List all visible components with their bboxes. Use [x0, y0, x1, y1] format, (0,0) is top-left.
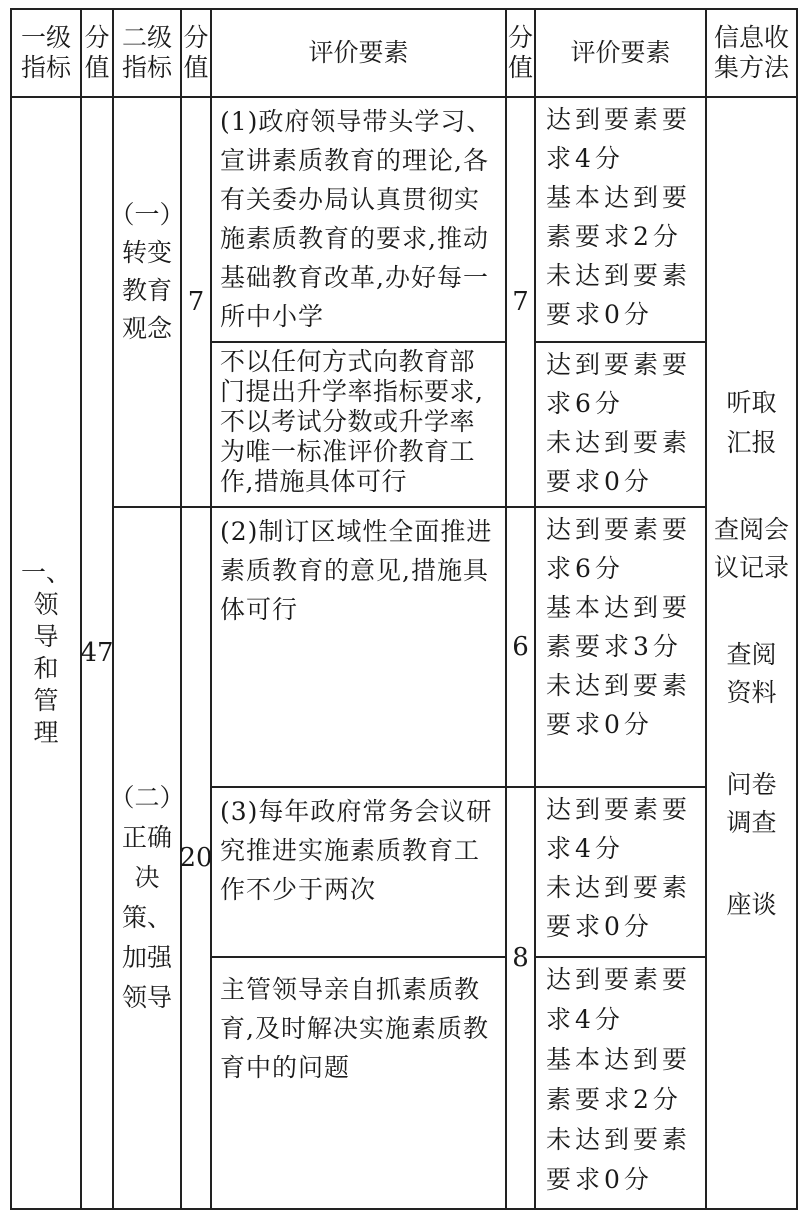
method-text: 座谈 [726, 890, 777, 919]
criteria-line: 达到要素要 [546, 515, 692, 544]
method-text: 问卷 [726, 770, 777, 799]
score-value: 47 [80, 638, 114, 668]
level1-char: 导 [33, 622, 59, 651]
col-line [796, 8, 798, 1210]
header-score3 [507, 10, 534, 96]
element-3-text: (3)每年政府常务会议研究推进实施素质教育工作不少于两次 [220, 797, 493, 904]
header-text: 信息收 [713, 23, 789, 52]
header-text: 分 [183, 23, 209, 52]
level2-text: 加强 [121, 943, 172, 972]
criteria-line: 未达到要素 [546, 1125, 692, 1154]
element-1b-criteria [536, 343, 705, 506]
criteria-line: 求4分 [546, 834, 624, 863]
method-group-2 [707, 511, 796, 587]
score-value: 8 [512, 943, 529, 973]
criteria-line: 未达到要素 [546, 261, 692, 290]
table-border-bottom [10, 1208, 798, 1210]
level2-text: （二） [109, 783, 185, 812]
method-column [707, 98, 796, 1208]
criteria-line: 未达到要素 [546, 428, 692, 457]
level2-text: 教育 [121, 276, 172, 305]
score-value: 6 [512, 632, 529, 662]
method-group-5 [707, 886, 796, 924]
element-1-criteria [536, 98, 705, 341]
level2-text: 决 [134, 863, 160, 892]
header-method [707, 10, 796, 96]
header-text: 二级 [121, 23, 172, 52]
header-element-b [536, 10, 705, 96]
header-text: 指标 [20, 53, 71, 82]
header-score1 [82, 10, 112, 96]
level2-2-label [109, 508, 185, 1208]
method-group-3 [707, 636, 796, 712]
criteria-line: 基本达到要 [546, 593, 692, 622]
criteria-line: 达到要素要 [546, 965, 692, 994]
header-element-a [212, 10, 505, 96]
level2-text: 转变 [121, 238, 172, 267]
criteria-line: 达到要素要 [546, 795, 692, 824]
level1-char: 理 [33, 718, 59, 747]
header-score2 [182, 10, 210, 96]
header-text: 指标 [121, 53, 172, 82]
criteria-line: 素要求2分 [546, 222, 682, 251]
method-text: 议记录 [713, 553, 789, 582]
header-text: 评价要素 [570, 38, 671, 67]
level1-char: 一、 [20, 558, 71, 587]
method-group-4 [707, 766, 796, 842]
criteria-line: 基本达到要 [546, 1045, 692, 1074]
level2-text: 正确 [121, 823, 172, 852]
criteria-line: 求6分 [546, 389, 624, 418]
element-4-criteria [536, 958, 705, 1208]
header-text: 值 [183, 53, 209, 82]
element-1-score [507, 98, 534, 506]
level1-label [12, 98, 80, 1208]
method-text: 汇报 [726, 428, 777, 457]
method-text: 查阅 [726, 640, 777, 669]
element-2-score [507, 508, 534, 786]
level2-1-label [109, 98, 185, 506]
header-level1 [12, 10, 80, 96]
criteria-line: 要求0分 [546, 1165, 653, 1194]
element-1b-text: 不以任何方式向教育部门提出升学率指标要求,不以考试分数或升学率为唯一标准评价教育工作,措施具体可行 [220, 347, 484, 496]
criteria-line: 达到要素要 [546, 350, 692, 379]
level2-2-score [179, 508, 213, 1208]
method-group-1 [707, 383, 796, 463]
element-3-criteria [536, 788, 705, 956]
level2-text: （一） [109, 200, 185, 229]
criteria-line: 求4分 [546, 1005, 624, 1034]
header-text: 集方法 [713, 53, 789, 82]
header-level2 [114, 10, 180, 96]
level1-char: 领 [33, 590, 59, 619]
header-text: 分 [84, 23, 110, 52]
element-1-text: (1)政府领导带头学习、宣讲素质教育的理论,各有关委办局认真贯彻实施素质教育的要求,推动基础教育改革,办好每一所中小学 [220, 107, 493, 331]
criteria-line: 要求0分 [546, 300, 653, 329]
element-2-criteria [536, 508, 705, 786]
score-value: 20 [179, 843, 213, 873]
header-text: 值 [84, 53, 110, 82]
level1-char: 管 [33, 686, 59, 715]
element-2-text: (2)制订区域性全面推进素质教育的意见,措施具体可行 [220, 517, 493, 624]
header-text: 一级 [20, 23, 71, 52]
level1-score [82, 98, 112, 1208]
method-text: 查阅会 [713, 515, 789, 544]
score-value: 7 [512, 287, 529, 317]
criteria-line: 求4分 [546, 144, 624, 173]
criteria-line: 未达到要素 [546, 671, 692, 700]
level2-text: 策、 [121, 903, 172, 932]
criteria-line: 基本达到要 [546, 183, 692, 212]
method-text: 资料 [726, 678, 777, 707]
criteria-line: 求6分 [546, 554, 624, 583]
header-text: 分 [507, 23, 533, 52]
criteria-line: 要求0分 [546, 467, 653, 496]
level2-text: 领导 [121, 983, 172, 1012]
criteria-line: 未达到要素 [546, 873, 692, 902]
level2-1-score [182, 98, 210, 506]
score-value: 7 [187, 287, 205, 317]
criteria-line: 要求0分 [546, 710, 653, 739]
level1-char: 和 [33, 654, 59, 683]
element-3-4-score [507, 788, 534, 1208]
header-text: 评价要素 [308, 38, 409, 67]
criteria-line: 达到要素要 [546, 105, 692, 134]
criteria-line: 素要求2分 [546, 1085, 682, 1114]
header-text: 值 [507, 53, 533, 82]
criteria-line: 素要求3分 [546, 632, 682, 661]
level2-text: 观念 [121, 314, 172, 343]
criteria-line: 要求0分 [546, 912, 653, 941]
method-text: 调查 [726, 808, 777, 837]
element-4-text: 主管领导亲自抓素质教育,及时解决实施素质教育中的问题 [220, 975, 489, 1082]
method-text: 听取 [726, 388, 777, 417]
